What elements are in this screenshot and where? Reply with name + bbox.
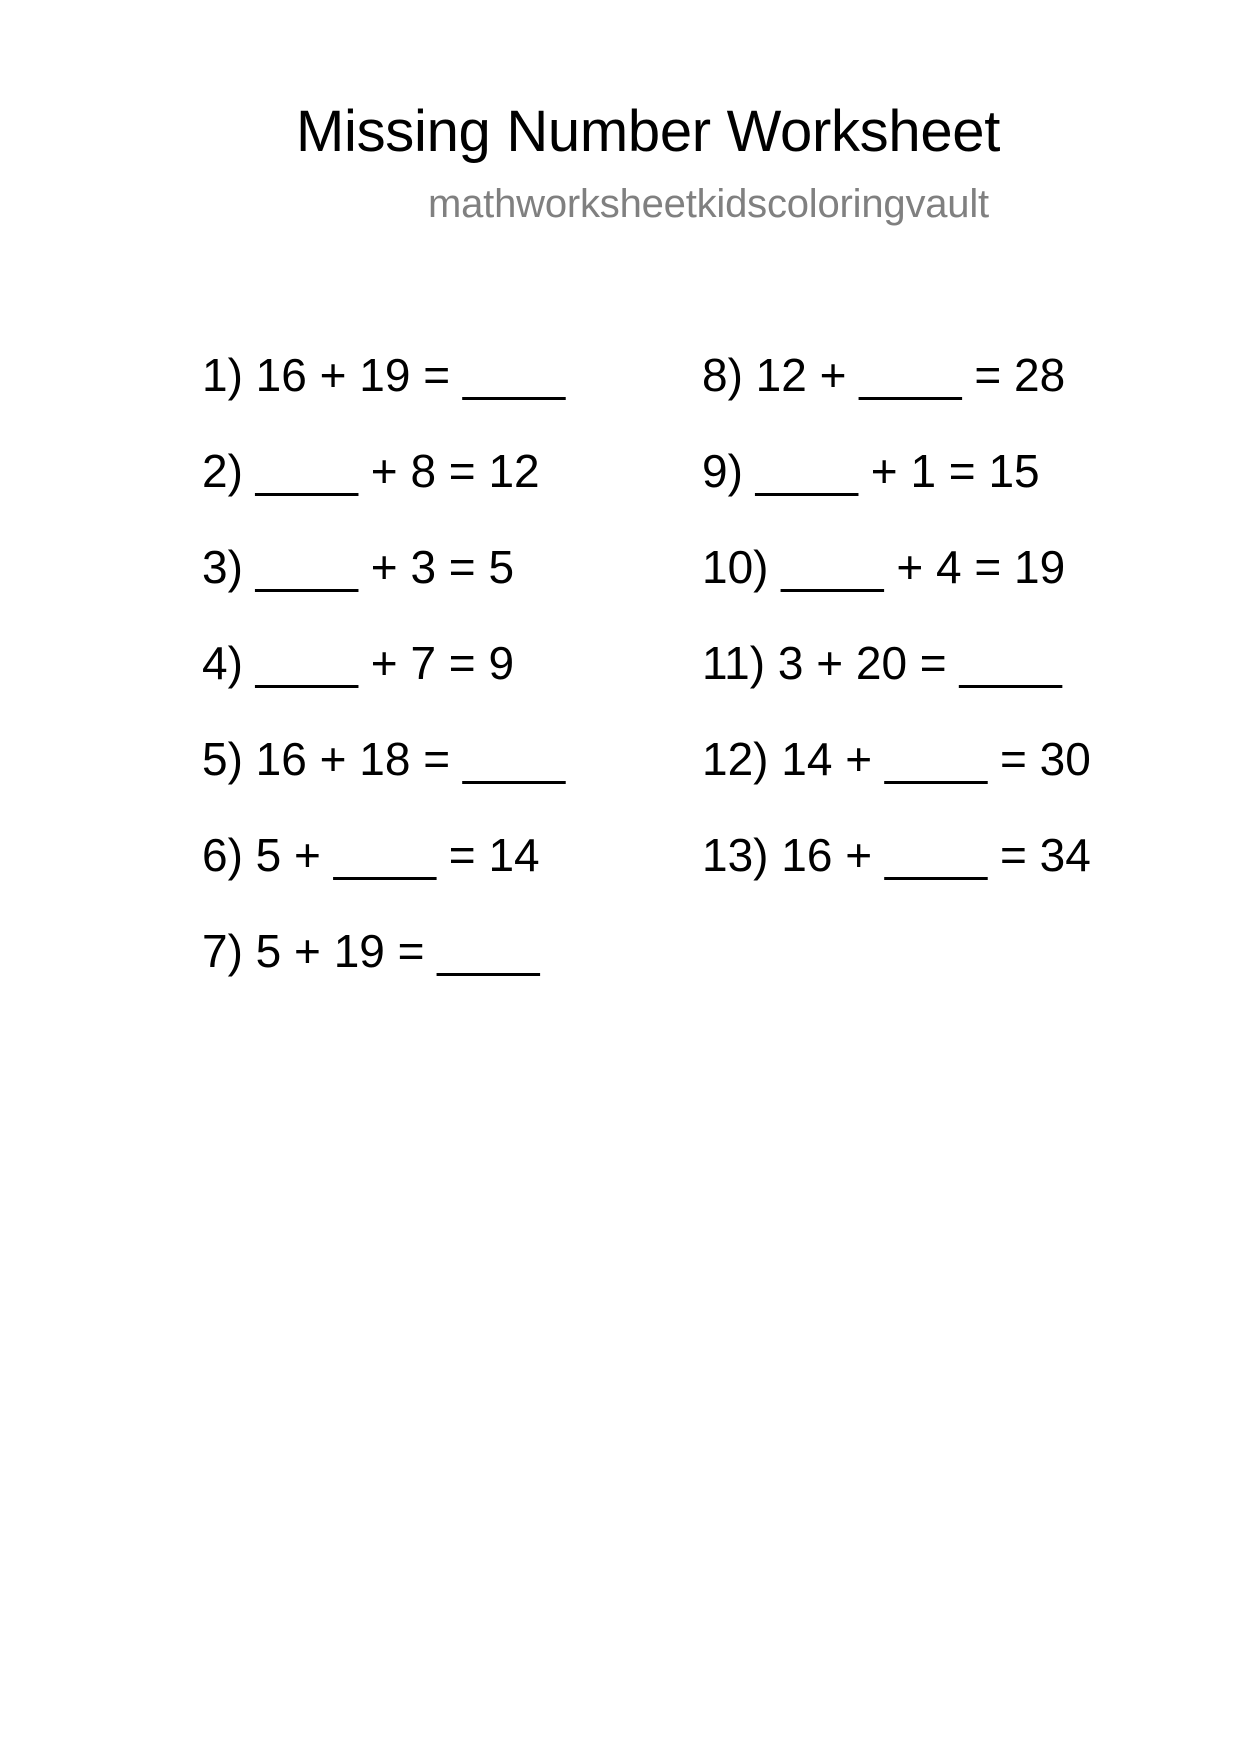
problem-6: 6) 5 + ____ = 14	[202, 829, 540, 881]
problem-10: 10) ____ + 4 = 19	[702, 541, 1066, 593]
problem-9: 9) ____ + 1 = 15	[702, 445, 1040, 497]
problem-5: 5) 16 + 18 = ____	[202, 733, 566, 785]
problem-4: 4) ____ + 7 = 9	[202, 637, 515, 689]
problem-3: 3) ____ + 3 = 5	[202, 541, 515, 593]
problem-2: 2) ____ + 8 = 12	[202, 445, 540, 497]
problems-left-column	[202, 345, 565, 1017]
problem-13: 13) 16 + ____ = 34	[702, 829, 1091, 881]
worksheet-source: mathworksheetkidscoloringvault	[428, 182, 989, 226]
problems-right-column	[702, 345, 1091, 921]
problem-1: 1) 16 + 19 = ____	[202, 349, 566, 401]
worksheet-title: Missing Number Worksheet	[296, 99, 1001, 164]
problem-12: 12) 14 + ____ = 30	[702, 733, 1091, 785]
problem-11: 11) 3 + 20 = ____	[702, 637, 1062, 689]
problem-7: 7) 5 + 19 = ____	[202, 925, 540, 977]
problem-8: 8) 12 + ____ = 28	[702, 349, 1066, 401]
